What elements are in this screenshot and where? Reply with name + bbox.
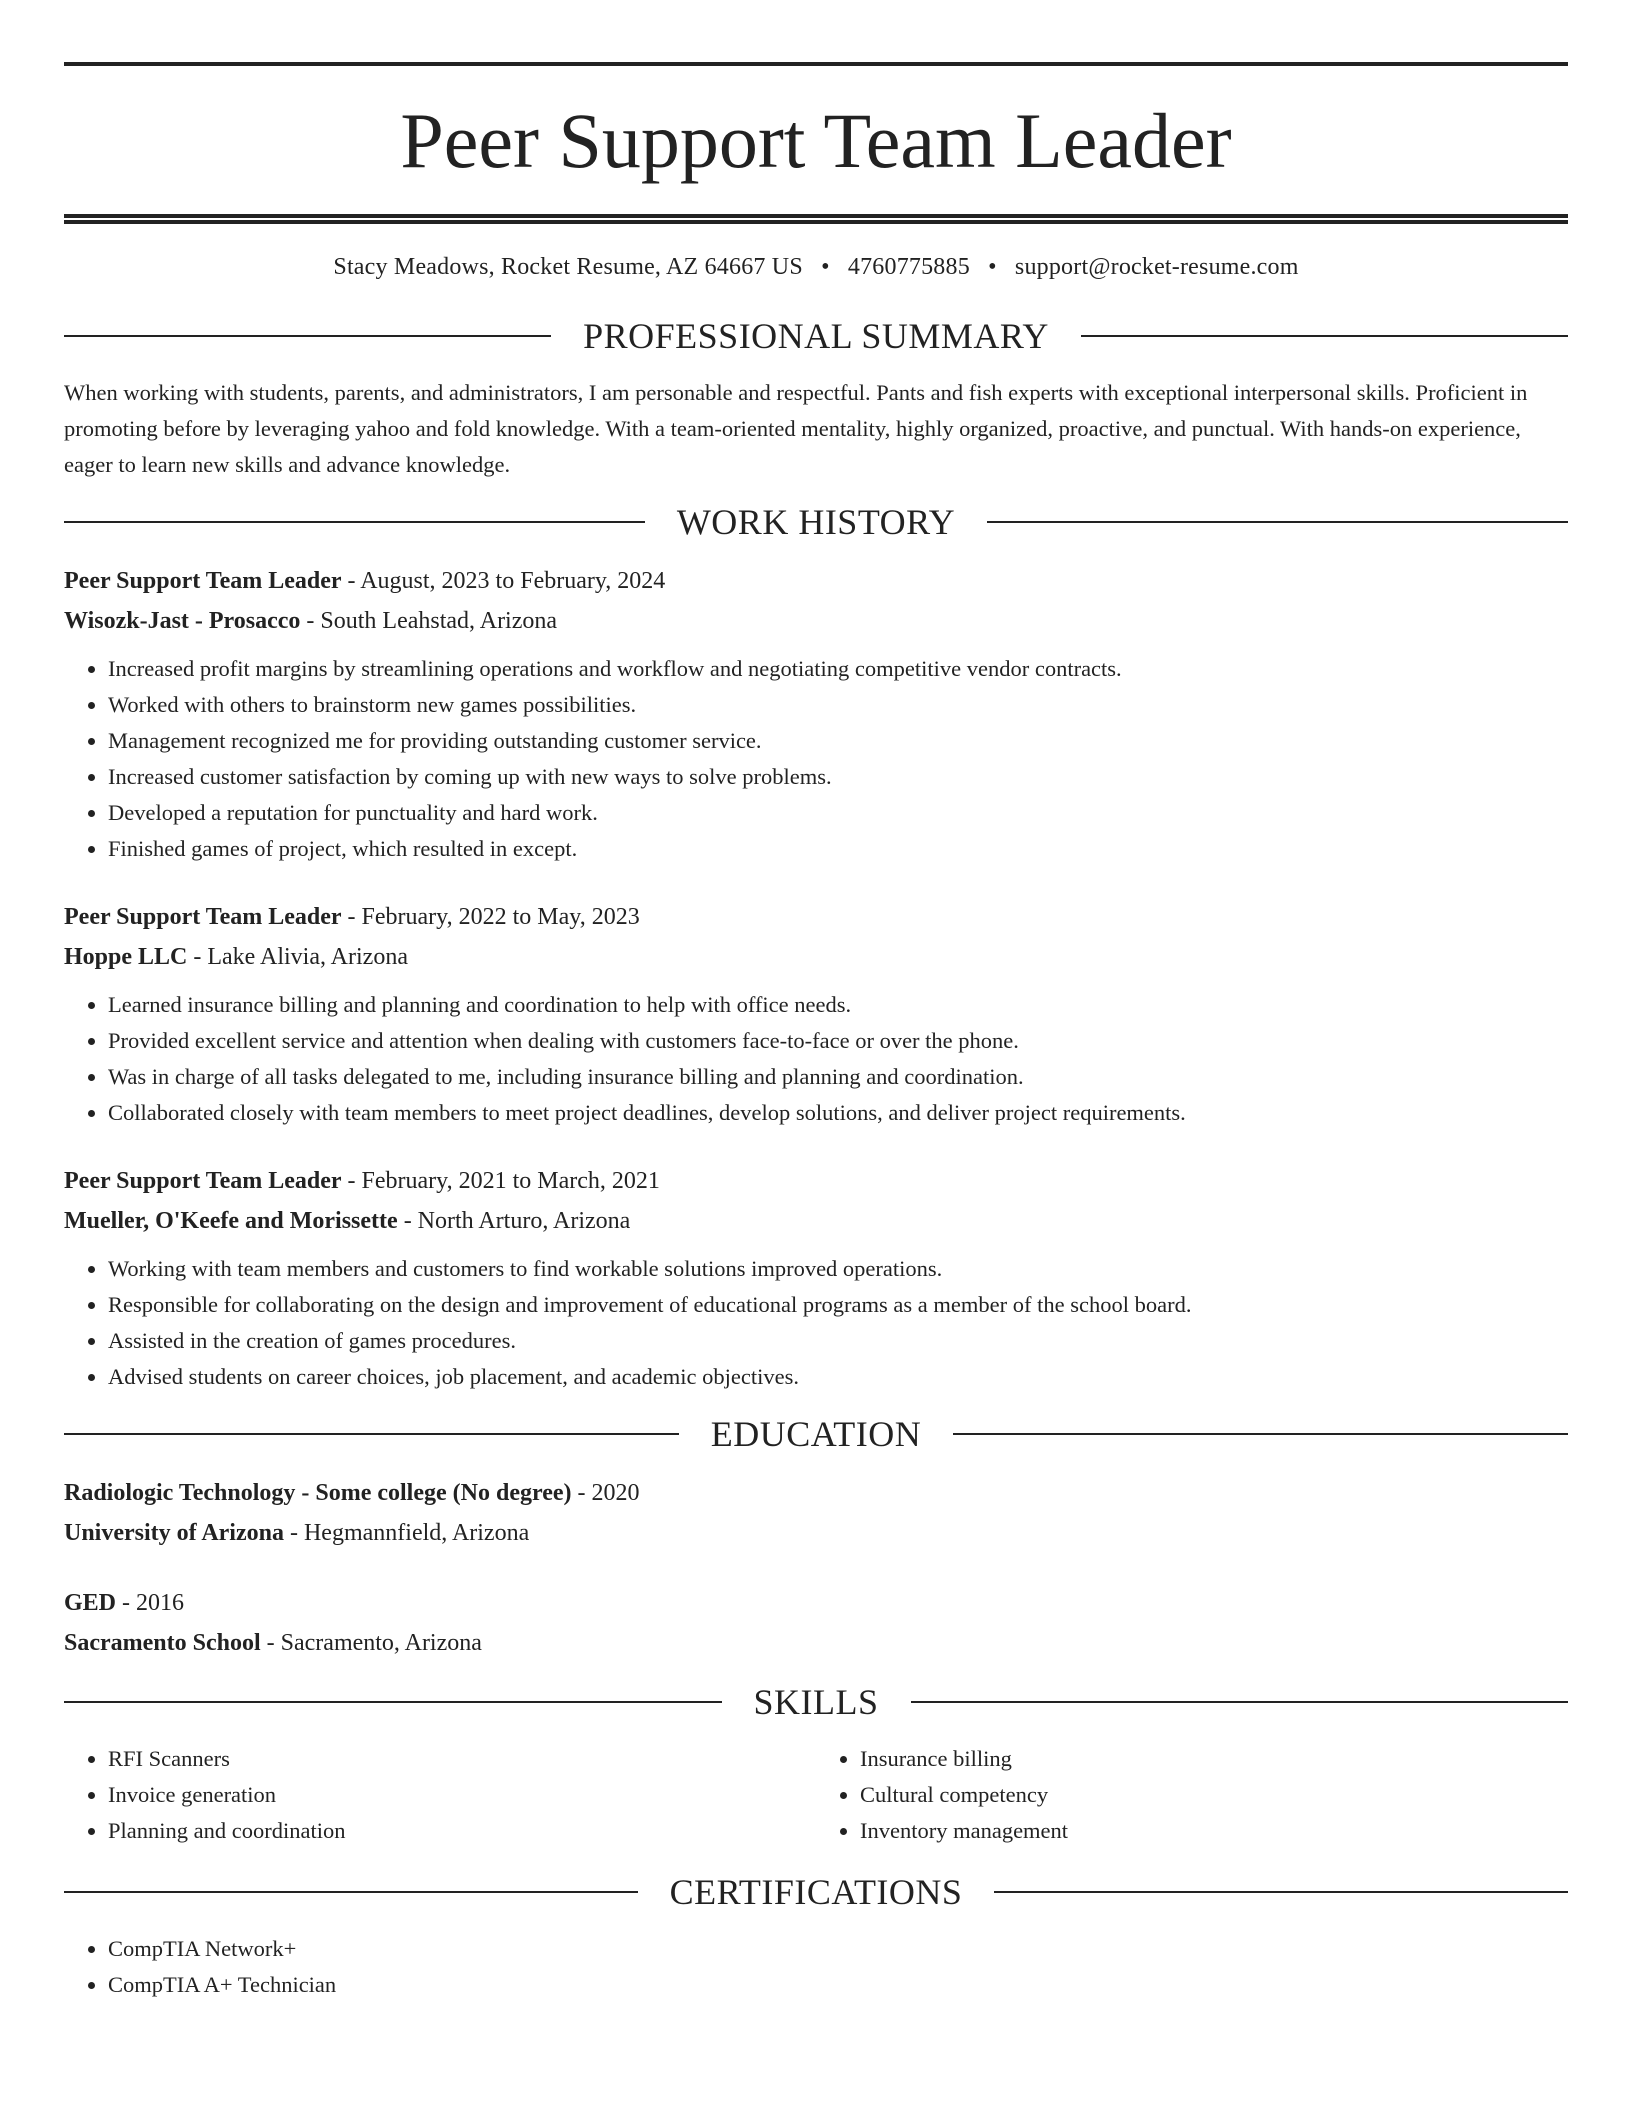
skill-item: • Cultural competency	[860, 1777, 1568, 1813]
education-location: - Hegmannfield, Arizona	[283, 1520, 530, 1546]
job-title: Peer Support Team Leader	[64, 568, 342, 594]
job-location: - North Arturo, Arizona	[397, 1208, 631, 1234]
skill-item: • Insurance billing	[860, 1741, 1568, 1777]
education-degree: GED	[64, 1590, 117, 1616]
certification-item: • CompTIA Network+	[108, 1931, 1568, 1967]
education-school: Sacramento School	[64, 1630, 261, 1656]
contact-email: support@rocket-resume.com	[1014, 254, 1299, 280]
list-item: • Was in charge of all tasks delegated to me, including insurance billing and planning and coordination.	[108, 1059, 1568, 1095]
top-rule	[64, 62, 1568, 66]
education-year: - 2016	[116, 1590, 185, 1616]
certifications-list	[64, 1931, 1568, 2003]
certifications-bullets	[64, 1931, 1568, 2003]
education-year: - 2020	[571, 1480, 640, 1506]
contact-separator: •	[988, 254, 997, 280]
list-item: • Working with team members and customers to find workable solutions improved operations.	[108, 1251, 1568, 1287]
job-bullets	[64, 987, 1568, 1131]
list-item: • Provided excellent service and attention when dealing with customers face-to-face or over the phone.	[108, 1023, 1568, 1059]
section-title: SKILLS	[753, 1682, 879, 1722]
section-heading-summary	[64, 315, 1568, 357]
section-title: PROFESSIONAL SUMMARY	[583, 316, 1049, 356]
education-school-line	[64, 1513, 1568, 1553]
education-degree: Radiologic Technology - Some college (No degree)	[64, 1480, 572, 1506]
heading-rule-left	[64, 335, 551, 337]
job-location: - South Leahstad, Arizona	[300, 608, 558, 634]
education-school: University of Arizona	[64, 1520, 284, 1546]
job-title-line	[64, 561, 1568, 601]
contact-address: Stacy Meadows, Rocket Resume, AZ 64667 US	[333, 254, 803, 280]
skill-item: • RFI Scanners	[108, 1741, 816, 1777]
section-heading-education	[64, 1413, 1568, 1455]
list-item: • Management recognized me for providing outstanding customer service.	[108, 723, 1568, 759]
contact-line	[64, 254, 1568, 281]
section-title: EDUCATION	[710, 1414, 922, 1454]
education-degree-line	[64, 1583, 1568, 1623]
section-heading-skills	[64, 1681, 1568, 1723]
skills-column-right	[816, 1741, 1568, 1849]
summary-text: When working with students, parents, and administrators, I am personable and respectful. Pants and fish experts with exceptional interpersonal skills. Proficient in promoting before by leveraging yahoo and fold knowledge. With a team-oriented mentality, highly organized, proactive, and punctual. With hands-on experience, eager to learn new skills and advance knowledge.	[64, 380, 1528, 477]
skill-item: • Planning and coordination	[108, 1813, 816, 1849]
job-title-line	[64, 1161, 1568, 1201]
contact-separator: •	[821, 254, 830, 280]
job-title: Peer Support Team Leader	[64, 904, 342, 930]
job-company: Hoppe LLC	[64, 944, 188, 970]
resume-title: Peer Support Team Leader	[400, 97, 1232, 184]
education-school-line	[64, 1623, 1568, 1663]
heading-rule-left	[64, 1701, 722, 1703]
title-double-rule	[64, 214, 1568, 224]
skill-item: • Invoice generation	[108, 1777, 816, 1813]
list-item: • Increased profit margins by streamlining operations and workflow and negotiating competitive vendor contracts.	[108, 651, 1568, 687]
list-item: • Finished games of project, which resulted in except.	[108, 831, 1568, 867]
education-entry	[64, 1583, 1568, 1663]
education-entry	[64, 1473, 1568, 1553]
job-location: - Lake Alivia, Arizona	[187, 944, 408, 970]
heading-rule-right	[953, 1433, 1568, 1435]
skills-column-left	[64, 1741, 816, 1849]
job-title: Peer Support Team Leader	[64, 1168, 342, 1194]
job-company: Wisozk-Jast - Prosacco	[64, 608, 301, 634]
section-title: WORK HISTORY	[676, 502, 956, 542]
job-entry	[64, 897, 1568, 1131]
job-bullets	[64, 651, 1568, 867]
job-company: Mueller, O'Keefe and Morissette	[64, 1208, 398, 1234]
certification-item: • CompTIA A+ Technician	[108, 1967, 1568, 2003]
heading-rule-right	[987, 521, 1568, 523]
section-title: CERTIFICATIONS	[669, 1872, 963, 1912]
job-entry	[64, 1161, 1568, 1395]
job-bullets	[64, 1251, 1568, 1395]
section-heading-work-history	[64, 501, 1568, 543]
job-dates: - August, 2023 to February, 2024	[341, 568, 666, 594]
heading-rule-left	[64, 1433, 679, 1435]
list-item: • Responsible for collaborating on the design and improvement of educational programs as a member of the school board.	[108, 1287, 1568, 1323]
list-item: • Advised students on career choices, job placement, and academic objectives.	[108, 1359, 1568, 1395]
list-item: • Learned insurance billing and planning and coordination to help with office needs.	[108, 987, 1568, 1023]
list-item: • Developed a reputation for punctuality and hard work.	[108, 795, 1568, 831]
list-item: • Increased customer satisfaction by coming up with new ways to solve problems.	[108, 759, 1568, 795]
heading-rule-left	[64, 1891, 638, 1893]
education-location: - Sacramento, Arizona	[260, 1630, 482, 1656]
job-company-line	[64, 1201, 1568, 1241]
job-dates: - February, 2021 to March, 2021	[341, 1168, 660, 1194]
list-item: • Assisted in the creation of games procedures.	[108, 1323, 1568, 1359]
education-degree-line	[64, 1473, 1568, 1513]
list-item: • Worked with others to brainstorm new games possibilities.	[108, 687, 1568, 723]
job-entry	[64, 561, 1568, 867]
heading-rule-right	[911, 1701, 1569, 1703]
job-dates: - February, 2022 to May, 2023	[341, 904, 640, 930]
skills-list	[64, 1741, 1568, 1849]
job-company-line	[64, 937, 1568, 977]
heading-rule-right	[994, 1891, 1568, 1893]
skill-item: • Inventory management	[860, 1813, 1568, 1849]
contact-phone: 4760775885	[847, 254, 970, 280]
heading-rule-right	[1081, 335, 1568, 337]
heading-rule-left	[64, 521, 645, 523]
job-title-line	[64, 897, 1568, 937]
job-company-line	[64, 601, 1568, 641]
list-item: • Collaborated closely with team members to meet project deadlines, develop solutions, and deliver project requirements.	[108, 1095, 1568, 1131]
section-heading-certifications	[64, 1871, 1568, 1913]
